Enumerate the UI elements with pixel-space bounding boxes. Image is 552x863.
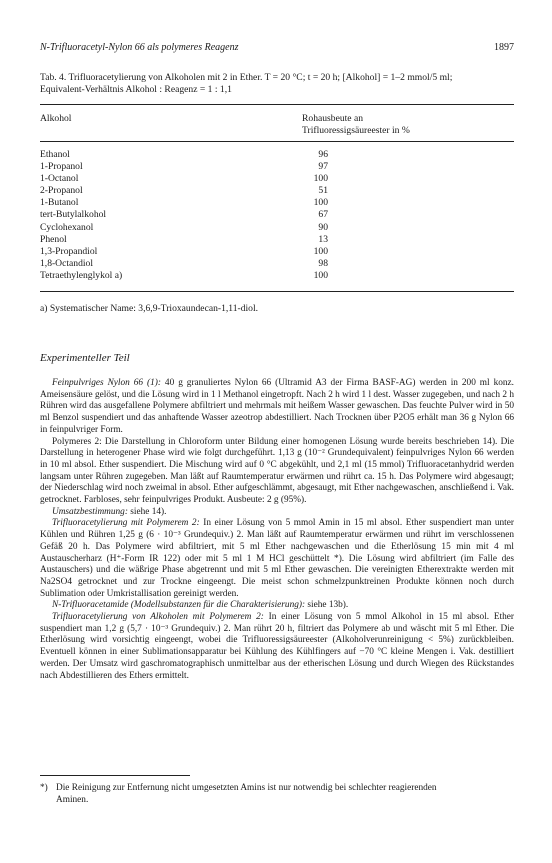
table-cell-alkohol: Ethanol [40,149,70,160]
table-caption-line2: Equivalent-Verhältnis Alkohol : Reagenz = 1 : 1,1 [40,84,232,95]
table-bottom-rule [40,291,514,292]
section-title: Experimenteller Teil [40,352,130,364]
body-text [40,378,514,682]
table-cell-ausbeute: 97 [318,161,328,173]
table-footnote: a) Systematischer Name: 3,6,9-Trioxaundecan-1,11-diol. [40,303,259,314]
table-row [40,173,514,185]
table-header-ausbeute [302,113,410,137]
page-number: 1897 [494,42,514,53]
page-footnote-line1 [40,782,514,794]
table-header-alkohol: Alkohol [40,113,72,124]
paragraph-text: siehe 13b). [305,600,349,611]
table-cell-alkohol: 1,3-Propandiol [40,245,98,257]
paragraph [40,378,514,437]
table-cell-alkohol: Phenol [40,233,67,245]
table-top-rule [40,104,514,105]
paragraph-text: Polymeres 2: Die Darstellung in Chloroform unter Bildung einer homogenen Lösung wurde bereits beschrieben 14). Die Darstellung in heterogener Phase wird wie folgt durchgeführt. 1,13 g (10⁻² Grundequivalent) feinpulvriges Nylon 66 werden in 10 ml absol. Ether suspendiert. Die Mischung wird auf 0 °C abgekühlt, und 2,1 ml (15 mmol) Trifluoracetanhydrid werden langsam unter Rühren zugegeben. Man läßt auf Raumtemperatur erwärmen und rührt ca. 15 h. Das Polymere wird abgesaugt; der Niederschlag wird noch zweimal in absol. Ether aufgeschlämmt, abgesaugt, mit Ether nachgewaschen, anschließend i. Vak. getrocknet. Farbloses, sehr feinpulvriges Produkt. Ausbeute: 2 g (95%). [40,436,514,506]
table-cell-ausbeute: 100 [313,197,328,209]
table-header-ausbeute-line1: Rohausbeute an [302,113,364,124]
table-cell-alkohol: 2-Propanol [40,185,83,197]
paragraph-lead: Umsatzbestimmung: [52,506,128,517]
footnote-rule [40,775,190,776]
paragraph [40,437,514,507]
paragraph [40,600,514,612]
paragraph-text: 40 g granuliertes Nylon 66 (Ultramid A3 der Firma BASF-AG) werden in 200 ml konz. Ameisensäure gelöst, und die Lösung wird in 1 l Methanol eingetropft. Nach 2 h wird 1 l dest. Wasser zugegeben, und nach 2 h Rühren wird das ausgefallene Polymere abfiltriert und mehrmals mit heißem Wasser gewaschen. Das feuchte Pulver wird in 50 ml Benzol suspendiert und das anhaftende Wasser azeotrop abdestilliert. Nach Trocknen über P2O5 erhält man 36 g Nylon 66 in feinpulvriger Form. [40,378,514,435]
paragraph-text: In einer Lösung von 5 mmol Alkohol in 15 ml absol. Ether suspendiert man 1,2 g (5,7 · 10⁻³ Grundequiv.) 2. Man rührt 20 h, filtriert das Polymere ab und wäscht mit 5 ml Ether. Die Etherlösung wird vorsichtig eingeengt, wobei die Trifluoressigsäureester (Alkoholverunreinigung < 5%) zurückbleiben. Eventuell können in einer Sublimationsapparatur bei Kühlung des Kühlfingers auf −70 °C kleine Mengen i. Vak. destilliert werden. Der Umsatz wird gaschromatographisch unmittelbar aus der etherischen Lösung und durch Wiegen des Rückstandes nach Abdestillieren des Ethers ermittelt. [40,612,515,681]
running-head [40,42,514,53]
table-row [40,149,514,161]
table-cell-ausbeute: 51 [318,185,328,197]
table-cell-ausbeute: 100 [313,245,328,257]
paragraph-lead: Trifluoracetylierung mit Polymerem 2: [52,518,200,529]
table-cell-alkohol: 1-Butanol [40,197,79,209]
table-cell-ausbeute: 98 [318,257,328,269]
table-cell-alkohol: 1,8-Octandiol [40,257,94,269]
paragraph [40,518,514,600]
table-cell-ausbeute: 13 [318,233,328,245]
table-row [40,185,514,197]
paragraph-text: siehe 14). [127,506,167,517]
page-footnote-line2: Aminen. [56,795,89,805]
table-cell-ausbeute: 90 [318,221,328,233]
table-header-ausbeute-line2: Trifluoressigsäureester in % [302,125,410,136]
table-cell-ausbeute: 96 [318,149,328,160]
table-body [40,149,514,282]
paragraph-lead: Feinpulvriges Nylon 66 (1): [52,378,161,388]
table-row [40,270,514,282]
paragraph [40,612,514,682]
table-cell-alkohol: 1-Octanol [40,173,79,185]
page-footnote [40,782,514,806]
footnote-mark: *) [40,783,48,793]
table-row [40,222,514,234]
paragraph-lead: Trifluoracetylierung von Alkoholen mit Polymerem 2: [52,612,264,623]
footnote-text: Die Reinigung zur Entfernung nicht umgesetzten Amins ist nur notwendig bei schlechter reagierenden [56,783,437,793]
table-cell-alkohol: 1-Propanol [40,161,83,173]
table-caption-line1: Tab. 4. Trifluoracetylierung von Alkoholen mit 2 in Ether. T = 20 °C; t = 20 h; [Alkohol] = 1–2 mmol/5 ml; [40,72,453,83]
table-cell-ausbeute: 100 [313,173,328,185]
table-cell-alkohol: tert-Butylalkohol [40,209,107,221]
table-row [40,161,514,173]
running-head-title: N-Trifluoracetyl-Nylon 66 als polymeres Reagenz [40,42,239,53]
table-row [40,246,514,258]
table-caption [40,72,514,96]
table-row [40,197,514,209]
table-row [40,234,514,246]
table-row [40,209,514,221]
table-cell-ausbeute: 67 [318,209,328,221]
paragraph-text: In einer Lösung von 5 mmol Amin in 15 ml absol. Ether suspendiert man unter Kühlen und Rühren 1,25 g (6 · 10⁻³ Grundequiv.) 2. Man läßt auf Raumtemperatur erwärmen und rührt im verschlossenen Gefäß 20 h. Das Polymere wird abfiltriert, mit 5 ml Ether nachgewaschen und die Etherlösung 15 min mit 4 ml Austauscherharz (H⁺-Form IR 122) oder mit 5 ml 1 M HCl geschüttelt *). Die Lösung wird abfiltriert (im Falle des Austauschers) und die wäßrige Phase abgetrennt und mit 5 ml Ether gewaschen. Die vereinigten Etherextrakte werden mit Na2SO4 getrocknet und zur Trockne eingeengt. Die meist schon schmelzpunktreinen Produkte können noch durch Sublimation oder Umkristallisation gereinigt werden. [40,518,514,599]
table-header-rule [40,141,514,142]
paragraph-lead: N-Trifluoracetamide (Modellsubstanzen für die Charakterisierung): [52,600,306,611]
table-cell-alkohol: Cyclohexanol [40,221,94,233]
table-cell-alkohol: Tetraethylenglykol a) [40,269,123,281]
table-row [40,258,514,270]
table-cell-ausbeute: 100 [313,269,328,281]
paragraph [40,507,514,519]
